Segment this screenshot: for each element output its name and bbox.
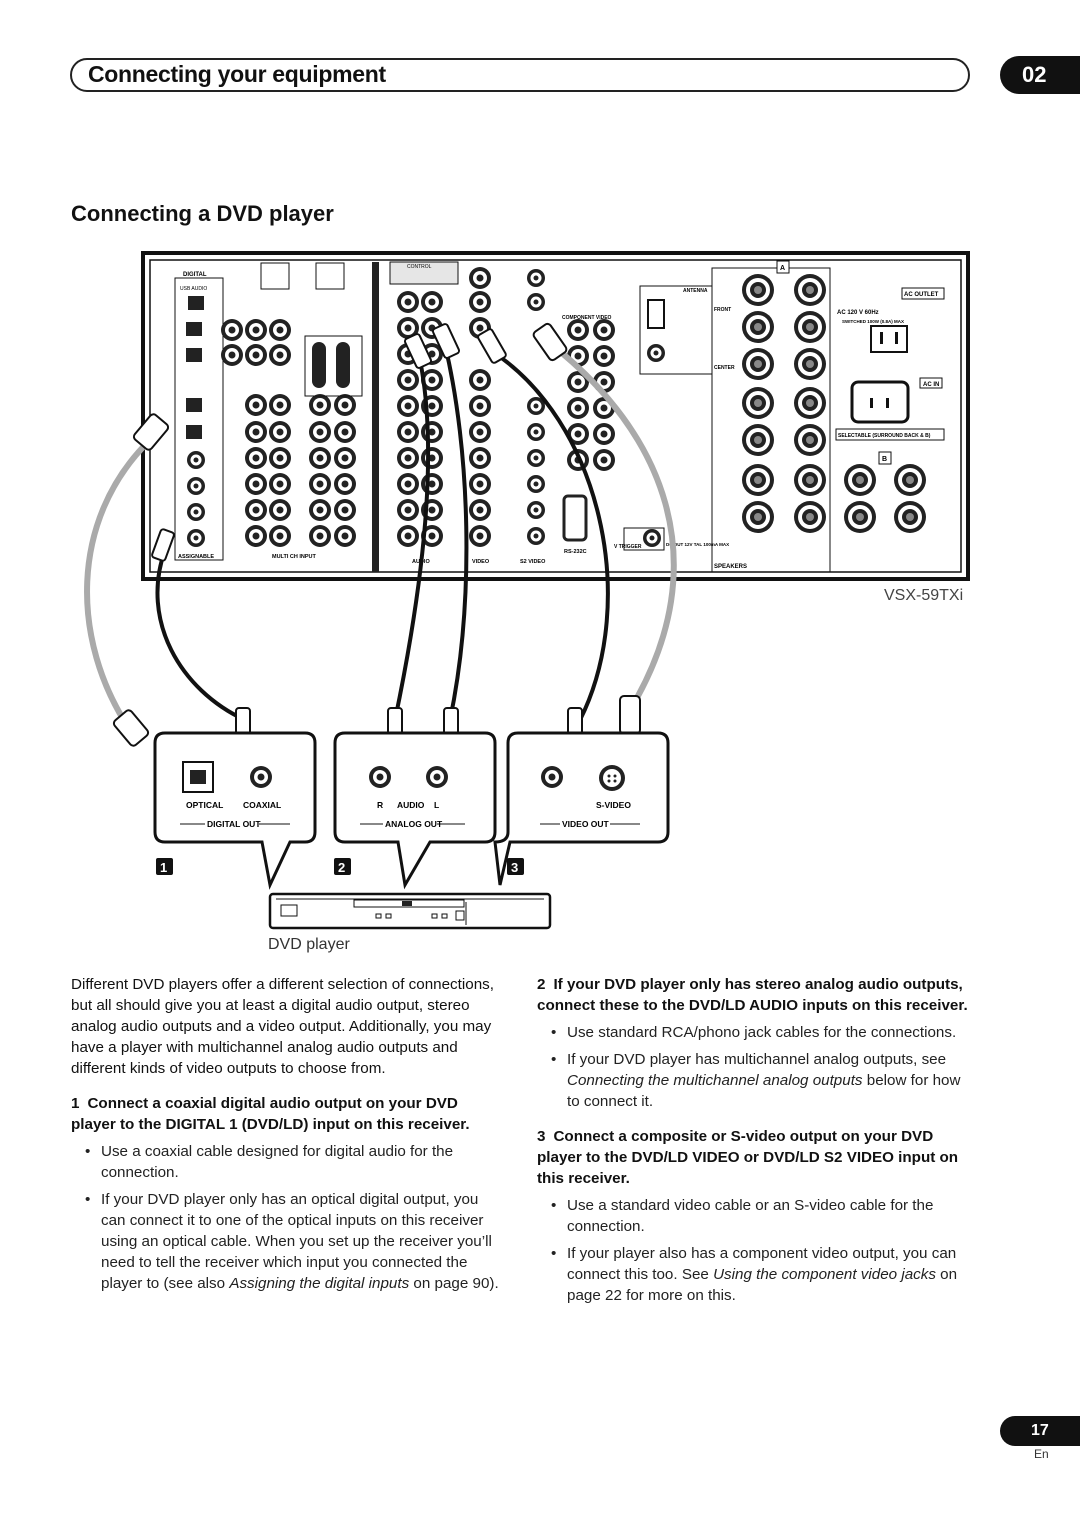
selectable-label: SELECTABLE (SURROUND BACK & B) bbox=[838, 433, 931, 439]
step-markers bbox=[156, 858, 524, 875]
terminal-b-label: B bbox=[882, 456, 888, 463]
antenna-label: ANTENNA bbox=[683, 288, 708, 294]
ac-spec-label: AC 120 V 60Hz bbox=[837, 310, 879, 316]
cross-reference-link[interactable]: Using the component video jacks bbox=[713, 1266, 936, 1283]
analog-out-label: ANALOG OUT bbox=[385, 819, 443, 829]
bullet-item: • If your DVD player has multichannel analog outputs, see Connecting the multichannel analog outputs below for how to connect it. bbox=[551, 1051, 961, 1110]
bullet-text: below for how to connect it. bbox=[567, 1072, 961, 1110]
left-text-column bbox=[71, 974, 506, 1294]
digital-label: DIGITAL bbox=[183, 272, 207, 278]
bullet-item: • If your DVD player only has an optical digital output, you can connect it to one of the optical inputs on this receiver using an optical cable. When you set up the receiver you’ll need to tell the receiver which input you connected the player to (see also Assigning the digital inputs on page 90). bbox=[85, 1191, 499, 1292]
center-label: CENTER bbox=[714, 365, 735, 371]
step-2-heading bbox=[537, 974, 972, 1016]
speakers-label: SPEAKERS bbox=[714, 564, 748, 570]
bullet-text: on page 90). bbox=[409, 1275, 499, 1292]
audio-out-label: AUDIO bbox=[397, 800, 425, 810]
section-title: Connecting a DVD player bbox=[71, 201, 334, 226]
bullet-text: Use standard RCA/phono jack cables for the connections. bbox=[567, 1024, 957, 1041]
control-label: CONTROL bbox=[407, 264, 432, 270]
dvd-player-illustration bbox=[270, 894, 550, 928]
connection-diagram bbox=[0, 240, 1080, 970]
terminal-a-label: A bbox=[780, 265, 786, 272]
front-label: FRONT bbox=[714, 307, 732, 313]
cross-reference-link[interactable]: Connecting the multichannel analog outputs bbox=[567, 1072, 863, 1089]
component-video-label: COMPONENT VIDEO bbox=[562, 315, 612, 321]
rs232c-label: RS-232C bbox=[564, 549, 587, 555]
svideo-label: S-VIDEO bbox=[596, 800, 631, 810]
dc-out-label: DC OUT 12V TAL 100mA MAX bbox=[666, 542, 730, 547]
video-out-label: VIDEO OUT bbox=[562, 819, 609, 829]
assignable-label: ASSIGNABLE bbox=[178, 554, 215, 560]
multi-ch-input-label: MULTI CH INPUT bbox=[272, 554, 316, 560]
chapter-title: Connecting your equipment bbox=[88, 61, 386, 87]
ac-outlet-label: AC OUTLET bbox=[904, 292, 939, 298]
bullet-item: • Use standard RCA/phono jack cables for the connections. bbox=[551, 1024, 957, 1041]
intro-paragraph: Different DVD players offer a different selection of connections, but all should give you at least a digital audio output, stereo analog audio outputs and a video output. Additionally, you may have a player with multichannel analog audio outputs and different kinds of video outputs to choose from. bbox=[71, 976, 494, 1077]
s2video-label: S2 VIDEO bbox=[520, 559, 546, 565]
step-number: 2 bbox=[537, 976, 546, 993]
ac-in-label: AC IN bbox=[923, 382, 940, 388]
right-text-column bbox=[537, 974, 972, 1306]
bullet-item: • Use a standard video cable or an S-video cable for the connection. bbox=[551, 1197, 934, 1235]
dvd-player-caption: DVD player bbox=[268, 936, 350, 953]
chapter-number-badge: 02 bbox=[1000, 56, 1080, 94]
bullet-item: • If your player also has a component video output, you can connect this too. See Using the component video jacks on page 22 for more on this. bbox=[551, 1245, 958, 1304]
usb-audio-label: USB AUDIO bbox=[180, 286, 208, 292]
digital-out-label: DIGITAL OUT bbox=[207, 819, 261, 829]
switched-label: SWITCHED 100W (0.8A) MAX bbox=[842, 319, 905, 324]
bullet-text: If your player also has a component video output, you can connect this too. See bbox=[567, 1245, 957, 1283]
step-number: 3 bbox=[537, 1128, 546, 1145]
language-label: En bbox=[1034, 1447, 1049, 1461]
audio-r-label: R bbox=[377, 800, 384, 810]
v-trigger-label: V TRIGGER bbox=[614, 544, 642, 550]
receiver-model-label: VSX-59TXi bbox=[884, 587, 964, 604]
cross-reference-link[interactable]: Assigning the digital inputs bbox=[229, 1275, 410, 1292]
bullet-text: If your DVD player only has an optical digital output, you can connect it to one of the optical inputs on this receiver using an optical cable. When you set up the receiver you’ll need to tell the receiver which input you connected the player to (see also bbox=[101, 1191, 492, 1292]
bullet-text: If your DVD player has multichannel analog outputs, see bbox=[567, 1051, 947, 1068]
step-3-heading bbox=[537, 1126, 972, 1189]
page-number: 17 bbox=[1000, 1416, 1080, 1446]
bullet-text: Use a standard video cable or an S-video cable for the connection. bbox=[567, 1197, 934, 1235]
audio-label: AUDIO bbox=[412, 559, 430, 565]
audio-l-label: L bbox=[434, 800, 440, 810]
step-1-heading bbox=[71, 1093, 506, 1135]
bullet-item: • Use a coaxial cable designed for digital audio for the connection. bbox=[85, 1143, 454, 1181]
step-marker-3: 3 bbox=[511, 860, 519, 875]
coaxial-label: COAXIAL bbox=[243, 800, 282, 810]
step-marker-2: 2 bbox=[338, 860, 346, 875]
step-text: If your DVD player only has stereo analog audio outputs, connect these to the DVD/LD AUDIO inputs on this receiver. bbox=[537, 976, 968, 1014]
step-text: Connect a coaxial digital audio output on your DVD player to the DIGITAL 1 (DVD/LD) input on this receiver. bbox=[71, 1095, 470, 1133]
step-number: 1 bbox=[71, 1095, 80, 1112]
dvd-output-panels bbox=[155, 733, 668, 885]
video-label: VIDEO bbox=[472, 559, 490, 565]
optical-label: OPTICAL bbox=[186, 800, 224, 810]
bullet-text: on page 22 for more on this. bbox=[567, 1266, 958, 1304]
bullet-text: Use a coaxial cable designed for digital audio for the connection. bbox=[101, 1143, 454, 1181]
step-marker-1: 1 bbox=[160, 860, 168, 875]
step-text: Connect a composite or S-video output on your DVD player to the DVD/LD VIDEO or DVD/LD S2 VIDEO input on this receiver. bbox=[537, 1128, 959, 1187]
